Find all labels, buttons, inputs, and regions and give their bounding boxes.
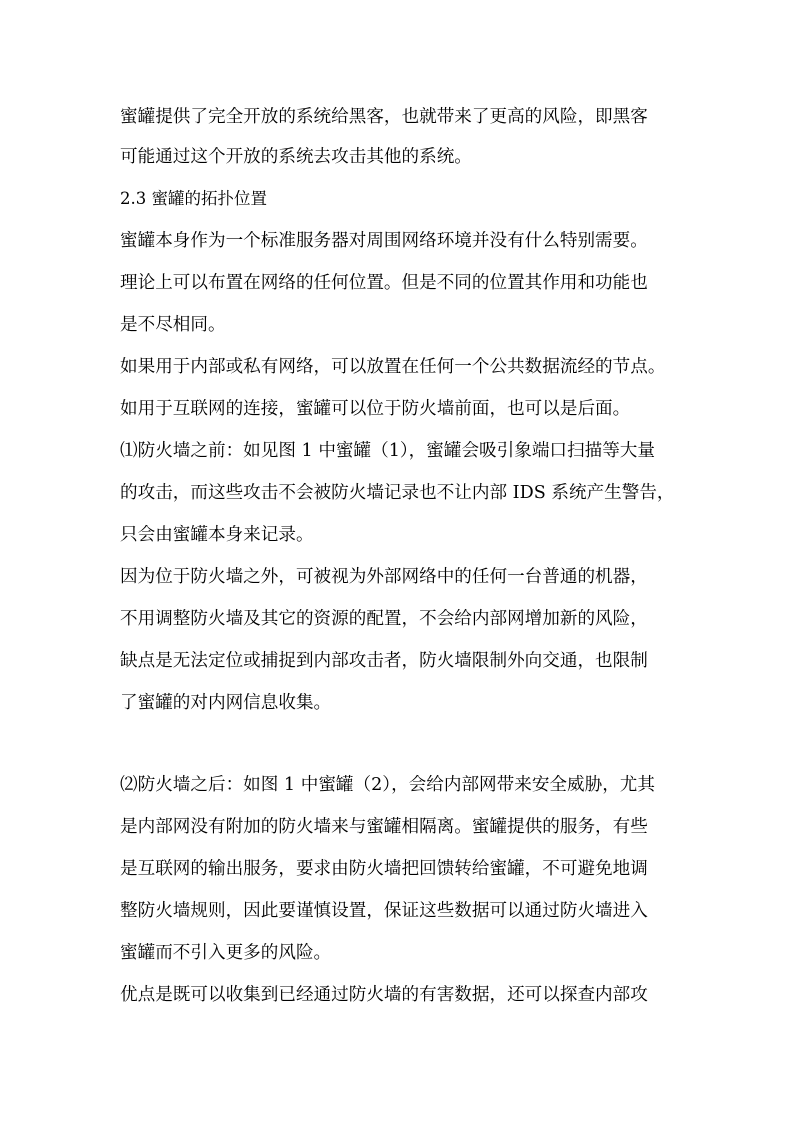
paragraph-line: 因为位于防火墙之外，可被视为外部网络中的任何一台普通的机器， [120,567,648,587]
paragraph-line: 可能通过这个开放的系统去攻击其他的系统。 [120,147,472,167]
paragraph-line: 蜜罐而不引入更多的风险。 [120,943,332,963]
paragraph-line: 优点是既可以收集到已经通过防火墙的有害数据，还可以探查内部攻 [120,985,648,1005]
paragraph-line: 是不尽相同。 [120,315,226,335]
paragraph-line: 是内部网没有附加的防火墙来与蜜罐相隔离。蜜罐提供的服务，有些 [120,817,648,837]
paragraph-line: 不用调整防火墙及其它的资源的配置，不会给内部网增加新的风险， [120,609,648,629]
paragraph-line: 如用于互联网的连接，蜜罐可以位于防火墙前面，也可以是后面。 [120,399,631,419]
section-heading: 2.3 蜜罐的拓扑位置 [120,189,267,208]
paragraph-line: 蜜罐本身作为一个标准服务器对周围网络环境并没有什么特别需要。 [120,231,648,251]
paragraph-line: 缺点是无法定位或捕捉到内部攻击者，防火墙限制外向交通，也限制 [120,651,648,671]
paragraph-line: 蜜罐提供了完全开放的系统给黑客，也就带来了更高的风险，即黑客 [120,107,648,127]
paragraph-line: 如果用于内部或私有网络，可以放置在任何一个公共数据流经的节点。 [120,357,666,377]
paragraph-line: ⑴防火墙之前：如见图 1 中蜜罐（1），蜜罐会吸引象端口扫描等大量 [120,441,655,461]
paragraph-line: ⑵防火墙之后：如图 1 中蜜罐（2），会给内部网带来安全威胁，尤其 [120,775,655,795]
paragraph-line: 的攻击，而这些攻击不会被防火墙记录也不让内部 IDS 系统产生警告， [120,483,675,503]
paragraph-line: 整防火墙规则，因此要谨慎设置，保证这些数据可以通过防火墙进入 [120,901,648,921]
paragraph-line: 理论上可以布置在网络的任何位置。但是不同的位置其作用和功能也 [120,273,648,293]
paragraph-line: 是互联网的输出服务，要求由防火墙把回馈转给蜜罐，不可避免地调 [120,859,648,879]
paragraph-line: 只会由蜜罐本身来记录。 [120,525,314,545]
paragraph-line: 了蜜罐的对内网信息收集。 [120,693,332,713]
